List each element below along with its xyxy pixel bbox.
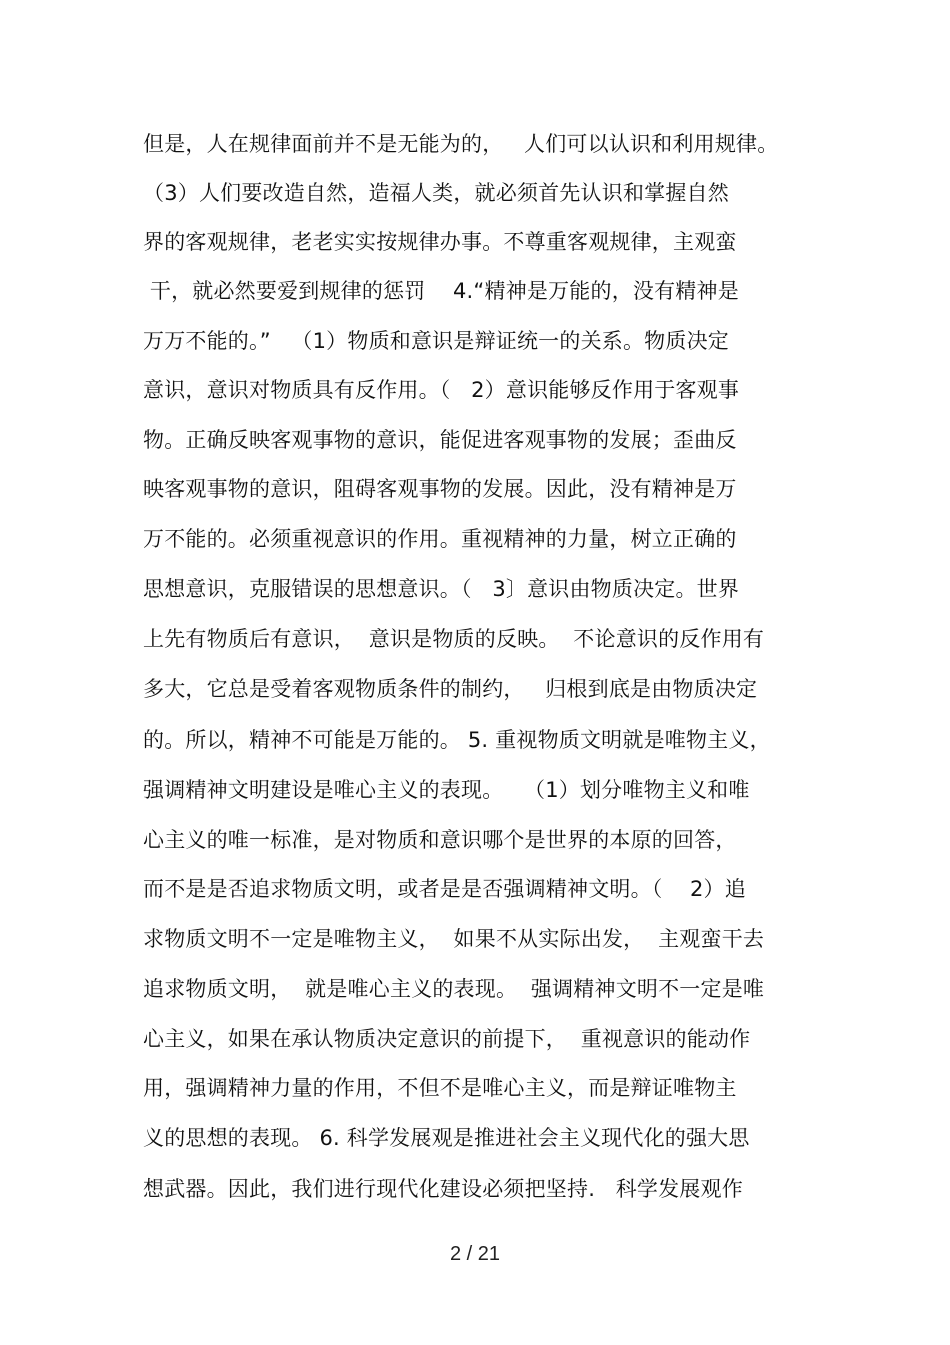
text-line: 而不是是否追求物质文明，或者是是否强调精神文明。（ 2）追	[143, 877, 746, 901]
text-line: 物。正确反映客观事物的意识，能促进客观事物的发展；歪曲反	[143, 428, 737, 452]
text-line: 思想意识，克服错误的思想意识。（ 3〕意识由物质决定。世界	[143, 577, 740, 601]
text-line: 的。所以，精神不可能是万能的。 5. 重视物质文明就是唯物主义，	[143, 728, 771, 752]
text-line: 心主义的唯一标准，是对物质和意识哪个是世界的本原的回答，	[143, 828, 737, 852]
text-line: 映客观事物的意识，阻碍客观事物的发展。因此，没有精神是万	[143, 477, 737, 501]
text-line: 万不能的。必须重视意识的作用。重视精神的力量，树立正确的	[143, 527, 737, 551]
text-line: 干，就必然要爱到规律的惩罚 4.“精神是万能的，没有精神是	[143, 279, 739, 303]
text-line: （3）人们要改造自然，造福人类，就必须首先认识和掌握自然	[143, 181, 729, 205]
text-line: 意识，意识对物质具有反作用。（ 2）意识能够反作用于客观事	[143, 378, 740, 402]
text-line: 界的客观规律，老老实实按规律办事。不尊重客观规律，主观蛮	[143, 230, 737, 254]
text-line: 多大，它总是受着客观物质条件的制约， 归根到底是由物质决定	[143, 677, 758, 701]
text-line: 心主义，如果在承认物质决定意识的前提下， 重视意识的能动作	[143, 1027, 751, 1051]
page-number: 2 / 21	[449, 1243, 501, 1265]
text-line: 但是，人在规律面前并不是无能为的， 人们可以认识和利用规律。	[143, 132, 779, 156]
text-line: 上先有物质后有意识， 意识是物质的反映。 不论意识的反作用有	[143, 627, 765, 651]
text-line: 求物质文明不一定是唯物主义， 如果不从实际出发， 主观蛮干去	[143, 927, 765, 951]
text-line: 万万不能的。” （1）物质和意识是辩证统一的关系。物质决定	[143, 329, 729, 353]
text-line: 追求物质文明， 就是唯心主义的表现。 强调精神文明不一定是唯	[143, 977, 765, 1001]
text-line: 强调精神文明建设是唯心主义的表现。 （1）划分唯物主义和唯	[143, 778, 750, 802]
text-line: 想武器。因此，我们进行现代化建设必须把坚持. 科学发展观作	[143, 1177, 743, 1201]
text-line: 用，强调精神力量的作用，不但不是唯心主义，而是辩证唯物主	[143, 1076, 737, 1100]
text-line: 义的思想的表现。 6. 科学发展观是推进社会主义现代化的强大思	[143, 1126, 750, 1150]
